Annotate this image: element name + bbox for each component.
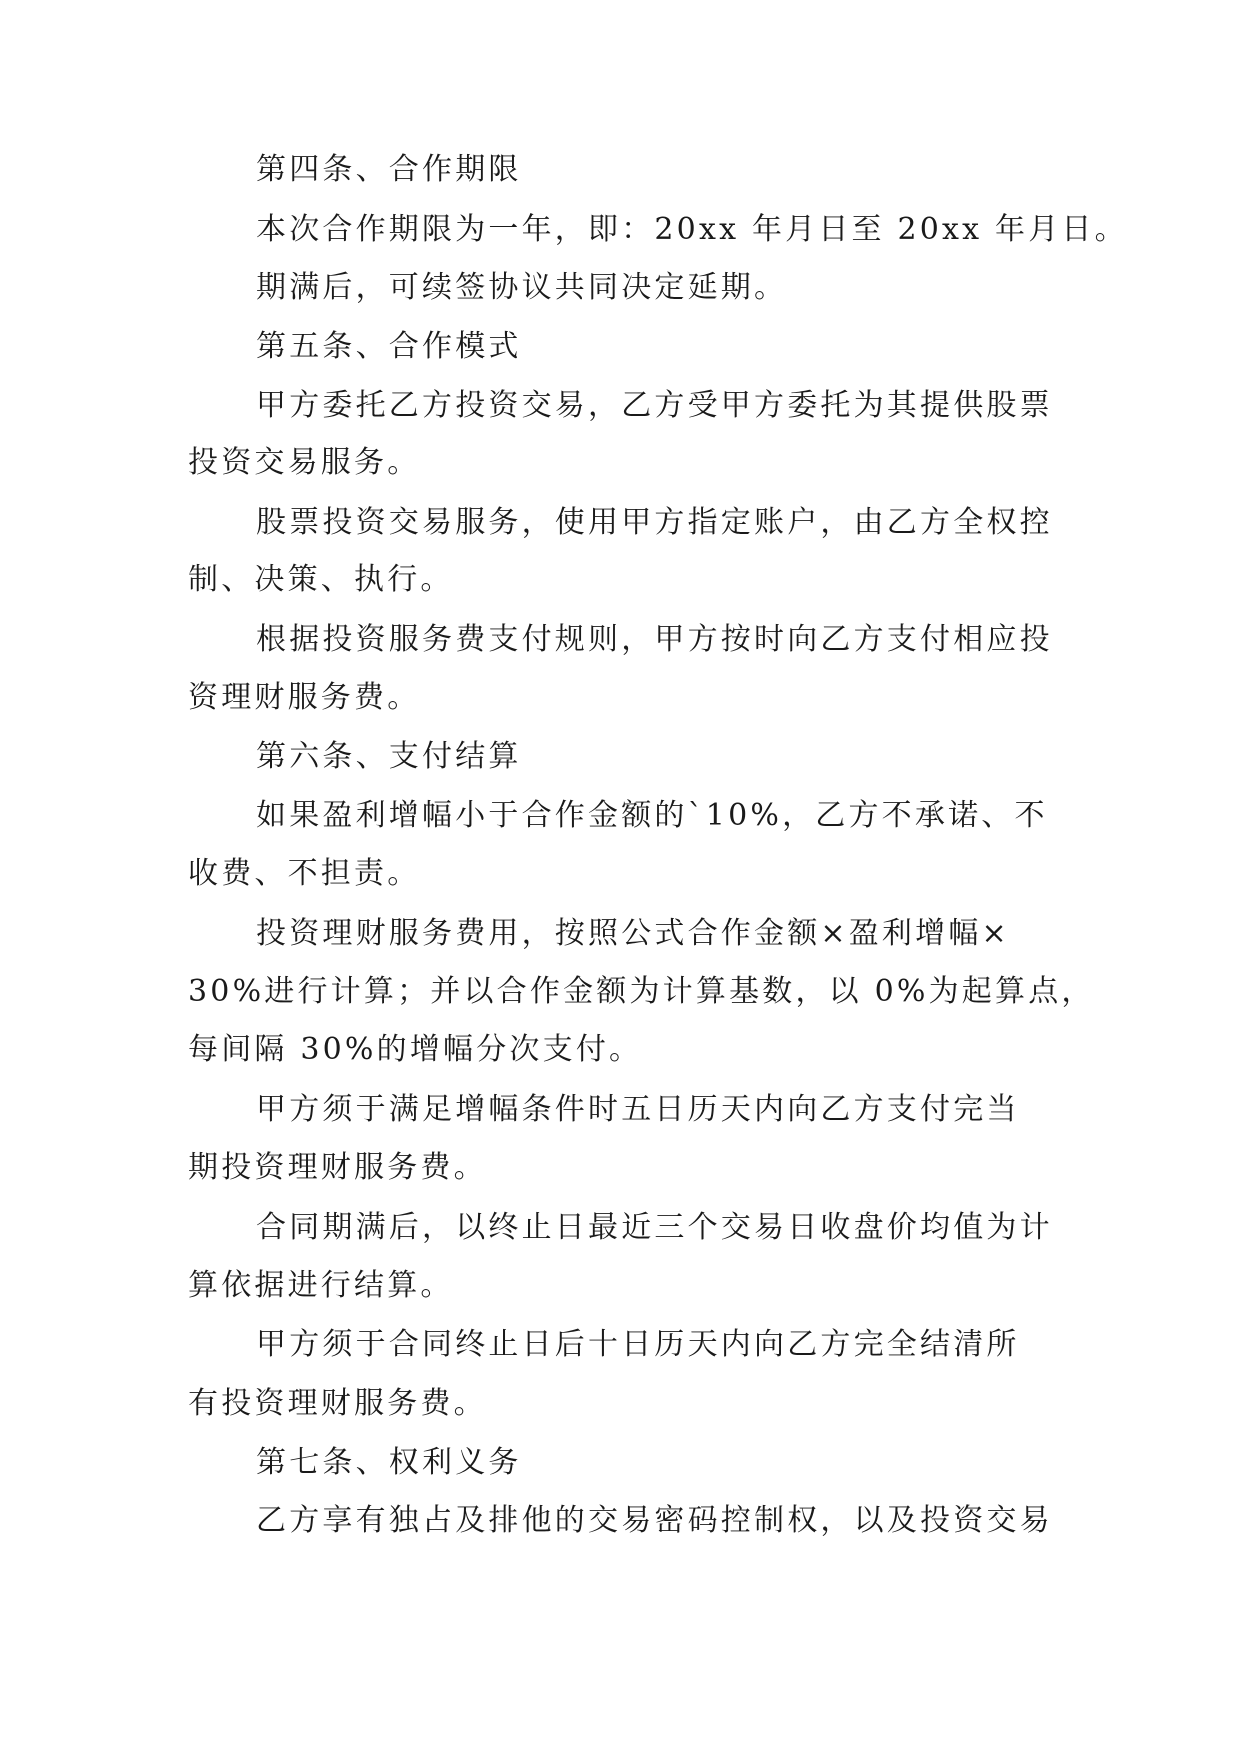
article-6-heading: 第六条、支付结算	[256, 739, 522, 774]
paragraph-line: 本次合作期限为一年，即：20xx 年月日至 20xx 年月日。	[256, 212, 1128, 247]
paragraph-line: 乙方享有独占及排他的交易密码控制权，以及投资交易	[256, 1503, 1053, 1538]
article-7-heading: 第七条、权利义务	[256, 1445, 522, 1480]
paragraph-line: 投资交易服务。	[188, 445, 421, 480]
paragraph-line: 甲方须于满足增幅条件时五日历天内向乙方支付完当	[256, 1092, 1020, 1127]
paragraph-line: 资理财服务费。	[188, 680, 421, 715]
paragraph-line: 甲方须于合同终止日后十日历天内向乙方完全结清所	[256, 1327, 1020, 1362]
paragraph-line: 30%进行计算；并以合作金额为计算基数，以 0%为起算点，	[188, 974, 1095, 1009]
paragraph-line: 每间隔 30%的增幅分次支付。	[188, 1032, 643, 1067]
paragraph-line: 甲方委托乙方投资交易，乙方受甲方委托为其提供股票	[256, 388, 1053, 423]
paragraph-line: 投资理财服务费用，按照公式合作金额×盈利增幅×	[256, 916, 1010, 951]
article-5-heading: 第五条、合作模式	[256, 329, 522, 364]
paragraph-line: 合同期满后，以终止日最近三个交易日收盘价均值为计	[256, 1210, 1053, 1245]
paragraph-line: 股票投资交易服务，使用甲方指定账户，由乙方全权控	[256, 505, 1053, 540]
paragraph-line: 期投资理财服务费。	[188, 1150, 487, 1185]
paragraph-line: 如果盈利增幅小于合作金额的`10%，乙方不承诺、不	[256, 798, 1048, 833]
paragraph-line: 算依据进行结算。	[188, 1268, 454, 1303]
paragraph-line: 制、决策、执行。	[188, 562, 454, 597]
paragraph-line: 收费、不担责。	[188, 856, 421, 891]
paragraph-line: 根据投资服务费支付规则，甲方按时向乙方支付相应投	[256, 622, 1053, 657]
paragraph-line: 期满后，可续签协议共同决定延期。	[256, 270, 788, 305]
paragraph-line: 有投资理财服务费。	[188, 1386, 487, 1421]
article-4-heading: 第四条、合作期限	[256, 152, 522, 187]
